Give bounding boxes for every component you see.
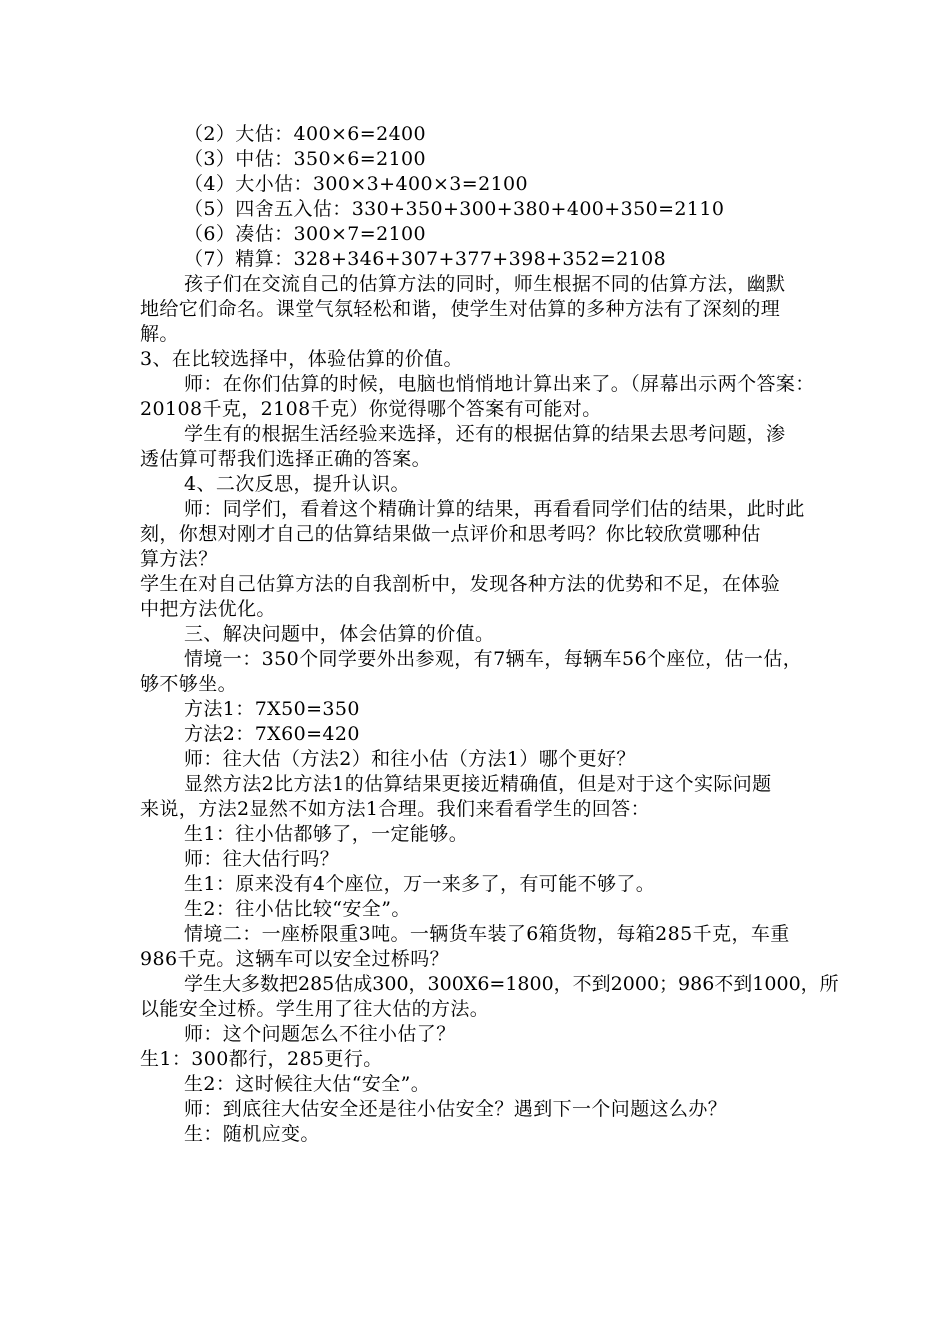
text-line-19: 学生在对自己估算方法的自我剖析中，发现各种方法的优势和不足，在体验 [140,573,781,595]
text-line-38: 生1：300都行，285更行。 [140,1048,383,1070]
section-heading-three: 三、解决问题中，体会估算的价值。 [184,623,495,645]
text-line-37: 师：这个问题怎么不往小估了？ [184,1023,456,1045]
document-body [140,122,862,1147]
text-line-13: 学生有的根据生活经验来选择，还有的根据估算的结果去思考问题，渗 [184,423,786,445]
text-line-29: 生1：往小估都够了，一定能够。 [184,823,469,845]
text-line-12: 20108千克，2108千克）你觉得哪个答案有可能对。 [140,398,602,420]
text-line-17: 刻，你想对刚才自己的估算结果做一点评价和思考吗？你比较欣赏哪种估 [140,523,761,545]
text-line-39: 生2：这时候往大估“安全”。 [184,1073,431,1095]
text-line-28: 来说，方法2显然不如方法1合理。我们来看看学生的回答： [140,798,650,820]
section-heading-4: 4、二次反思，提升认识。 [184,473,410,495]
text-line-9: 解。 [140,323,179,345]
text-line-26: 师：往大估（方法2）和往小估（方法1）哪个更好？ [184,748,636,770]
text-line-40: 师：到底往大估安全还是往小估安全？遇到下一个问题这么办？ [184,1098,728,1120]
text-line-20: 中把方法优化。 [140,598,276,620]
text-line-34: 986千克。这辆车可以安全过桥吗？ [140,948,450,970]
text-line-3: （4）大小估：300×3+400×3=2100 [184,173,529,195]
text-line-27: 显然方法2比方法1的估算结果更接近精确值，但是对于这个实际问题 [184,773,772,795]
text-line-16: 师：同学们，看着这个精确计算的结果，再看看同学们估的结果，此时此 [184,498,805,520]
text-line-1: （2）大估：400×6=2400 [184,123,427,145]
text-line-5: （6）凑估：300×7=2100 [184,223,427,245]
text-line-14: 透估算可帮我们选择正确的答案。 [140,448,432,470]
text-line-35: 学生大多数把285估成300，300X6=1800，不到2000；986不到1000，所 [184,973,839,995]
text-line-25: 方法2：7X60=420 [184,723,360,745]
text-line-24: 方法1：7X50=350 [184,698,360,720]
text-line-4: （5）四舍五入估：330+350+300+380+400+350=2110 [184,198,725,220]
text-line-22: 情境一：350个同学要外出参观，有7辆车，每辆车56个座位，估一估， [184,648,803,670]
section-heading-3: 3、在比较选择中，体验估算的价值。 [140,348,463,370]
text-line-2: （3）中估：350×6=2100 [184,148,427,170]
text-line-23: 够不够坐。 [140,673,238,695]
text-line-41: 生：随机应变。 [184,1123,320,1145]
text-line-8: 地给它们命名。课堂气氛轻松和谐，使学生对估算的多种方法有了深刻的理 [140,298,781,320]
text-line-31: 生1：原来没有4个座位，万一来多了，有可能不够了。 [184,873,656,895]
text-line-18: 算方法？ [140,548,218,570]
text-line-36: 以能安全过桥。学生用了往大估的方法。 [140,998,490,1020]
text-line-30: 师：往大估行吗？ [184,848,340,870]
text-line-7: 孩子们在交流自己的估算方法的同时，师生根据不同的估算方法，幽默 [184,273,786,295]
text-line-32: 生2：往小估比较“安全”。 [184,898,411,920]
text-line-33: 情境二：一座桥限重3吨。一辆货车装了6箱货物，每箱285千克，车重 [184,923,790,945]
text-line-11: 师：在你们估算的时候，电脑也悄悄地计算出来了。（屏幕出示两个答案： [184,373,815,395]
text-line-6: （7）精算：328+346+307+377+398+352=2108 [184,248,667,270]
